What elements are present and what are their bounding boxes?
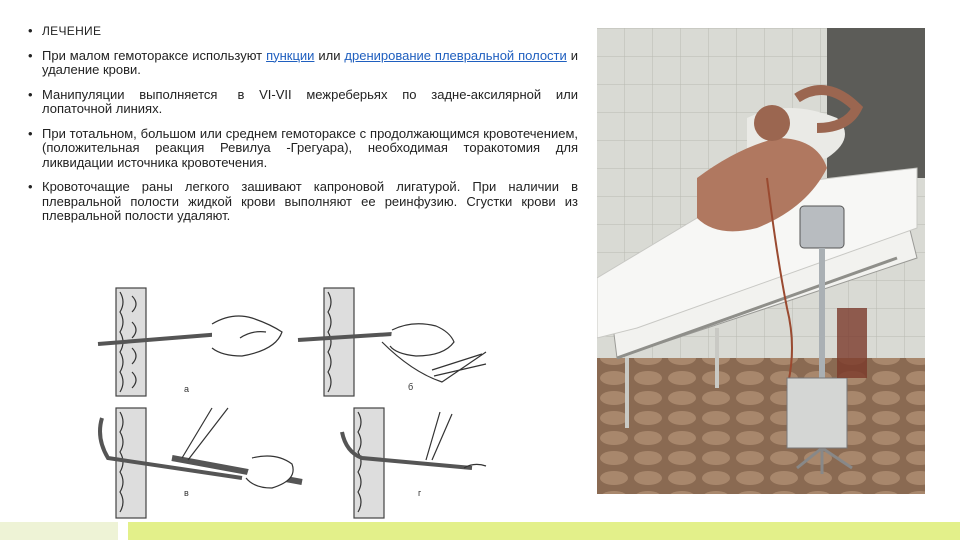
bullet-manipulation bbox=[28, 88, 578, 117]
bullet-thoracotomy bbox=[28, 127, 578, 171]
patient-photo bbox=[597, 28, 925, 494]
panel-b bbox=[298, 288, 486, 396]
link-puncture[interactable]: пункции bbox=[266, 47, 315, 63]
bullet-2-part1: Манипуляции выполняется bbox=[42, 86, 218, 102]
bullet-3-text: При тотальном, большом или среднем гемотораксе с продолжающимся кровотечением, (положительная реакция Ревилуа -Грегуара), необходимая торакотомия для ликвидации источника кровотечения. bbox=[42, 125, 578, 170]
bullet-2-part2: в VI-VII межреберьях по задне-аксилярной или лопаточной линиях. bbox=[42, 86, 578, 116]
panel-d bbox=[342, 408, 486, 518]
bullet-1-mid: или bbox=[318, 47, 341, 63]
panel-c bbox=[100, 408, 302, 518]
link-drainage[interactable]: дренирование плевральной полости bbox=[344, 47, 567, 63]
bullet-1-prefix: При малом гемотораксе используют bbox=[42, 47, 263, 63]
heading-bullet bbox=[28, 24, 578, 39]
label-a: a bbox=[184, 384, 190, 394]
slide-text bbox=[28, 24, 578, 234]
bullet-4-text: Кровоточащие раны легкого зашивают капроновой лигатурой. При наличии в плевральной полости жидкой крови выполняют ее реинфузию. Сгустки крови из плевральной полости удаляют. bbox=[42, 179, 578, 223]
slide-heading: ЛЕЧЕНИЕ bbox=[42, 24, 102, 38]
label-b: б bbox=[408, 382, 414, 392]
bullet-suture bbox=[28, 180, 578, 224]
drainage-illustration bbox=[92, 282, 502, 522]
label-c: в bbox=[184, 488, 189, 498]
label-d: г bbox=[418, 488, 422, 498]
panel-a bbox=[98, 288, 282, 396]
footer-bar-left bbox=[0, 522, 118, 540]
footer-bar-right bbox=[128, 522, 960, 540]
bullet-puncture bbox=[28, 49, 578, 78]
bullet-1-suffix: и удаление крови. bbox=[42, 47, 578, 77]
